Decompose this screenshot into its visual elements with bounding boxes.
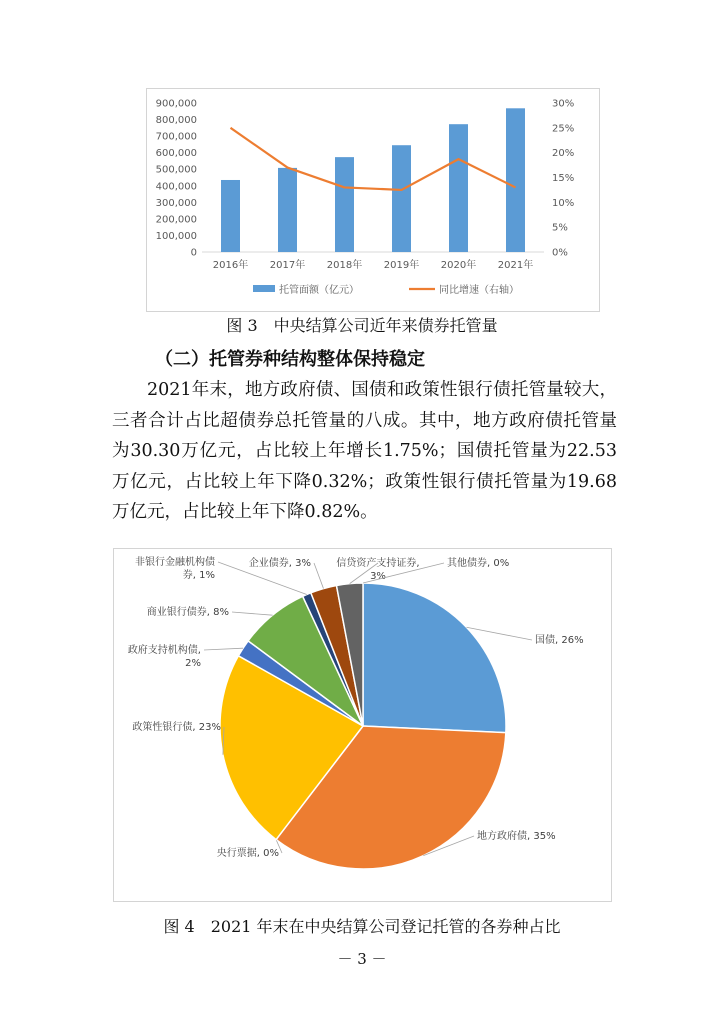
pie-slice (363, 583, 506, 733)
page-number: － 3 － (337, 950, 387, 968)
legend-label-bar: 托管面额（亿元） (279, 285, 359, 296)
pie-data-label: 政策性银行债, 23% (132, 722, 221, 733)
legend-label-line: 同比增速（右轴） (439, 285, 519, 296)
bar-托管面额 (392, 145, 411, 252)
pie-data-label: 其他债券, 0% (447, 558, 510, 569)
pie-data-label: 券, 1% (182, 570, 215, 581)
right-axis-tick-label: 30% (552, 98, 575, 110)
line-同比增速 (231, 128, 516, 190)
pie-data-label: 政府支持机构债, (127, 645, 201, 656)
bar-托管面额 (506, 108, 525, 252)
right-axis-tick-label: 15% (552, 173, 575, 184)
pie-data-label: 非银行金融机构债 (135, 557, 215, 568)
pie-leader-line (314, 563, 323, 589)
right-axis-tick-label: 0% (552, 247, 568, 259)
left-axis-tick-label: 700,000 (155, 131, 197, 143)
figure4-caption: 图 4 2021 年末在中央结算公司登记托管的各券种占比 (163, 917, 561, 936)
right-axis-tick-label: 10% (552, 197, 575, 209)
x-axis-tick-label: 2019年 (383, 260, 420, 271)
left-axis-tick-label: 800,000 (155, 115, 197, 127)
figure3-svg (147, 89, 599, 311)
x-axis-tick-label: 2021年 (497, 260, 534, 271)
figure4-chart (113, 548, 612, 902)
x-axis-tick-label: 2017年 (269, 260, 306, 271)
left-axis-tick-label: 500,000 (155, 164, 197, 176)
pie-leader-line (232, 612, 273, 615)
right-axis-tick-label: 5% (552, 222, 568, 234)
x-axis-tick-label: 2016年 (212, 260, 249, 271)
bar-托管面额 (221, 180, 240, 252)
pie-data-label: 2% (185, 658, 201, 669)
figure4-svg (114, 549, 611, 901)
left-axis-tick-label: 400,000 (155, 181, 197, 193)
figure3-chart (146, 88, 600, 312)
section-heading: （二）托管券种结构整体保持稳定 (155, 349, 425, 370)
left-axis-tick-label: 0 (190, 247, 197, 259)
figure3-caption: 图 3 中央结算公司近年来债券托管量 (226, 316, 498, 335)
pie-data-label: 国债, 26% (535, 635, 584, 646)
body-paragraph: 2021年末，地方政府债、国债和政策性银行债托管量较大，三者合计占比超债券总托管量的八成。其中，地方政府债托管量为30.30万亿元，占比较上年增长1.75%；国债托管量为22.53万亿元，占比较上年下降0.32%；政策性银行债托管量为19.68万亿元，占比较上年下降0.82%。 (112, 380, 617, 522)
pie-data-label: 地方政府债, 35% (477, 831, 556, 842)
left-axis-tick-label: 100,000 (155, 230, 197, 242)
pie-data-label: 3% (370, 571, 386, 582)
x-axis-tick-label: 2018年 (326, 260, 363, 271)
bar-托管面额 (278, 168, 297, 252)
pie-data-label: 商业银行债券, 8% (146, 607, 229, 618)
pie-leader-line (204, 648, 243, 650)
left-axis-tick-label: 300,000 (155, 197, 197, 209)
pie-data-label: 信贷资产支持证券, (336, 558, 420, 569)
left-axis-tick-label: 900,000 (155, 98, 197, 110)
legend-swatch-bar (253, 285, 275, 292)
left-axis-tick-label: 200,000 (155, 214, 197, 226)
x-axis-tick-label: 2020年 (440, 260, 477, 271)
left-axis-tick-label: 600,000 (155, 148, 197, 160)
right-axis-tick-label: 25% (552, 123, 575, 135)
right-axis-tick-label: 20% (552, 148, 575, 160)
pie-data-label: 企业债券, 3% (248, 558, 311, 569)
bar-托管面额 (449, 124, 468, 252)
bar-托管面额 (335, 157, 354, 252)
pie-data-label: 央行票据, 0% (216, 848, 279, 859)
